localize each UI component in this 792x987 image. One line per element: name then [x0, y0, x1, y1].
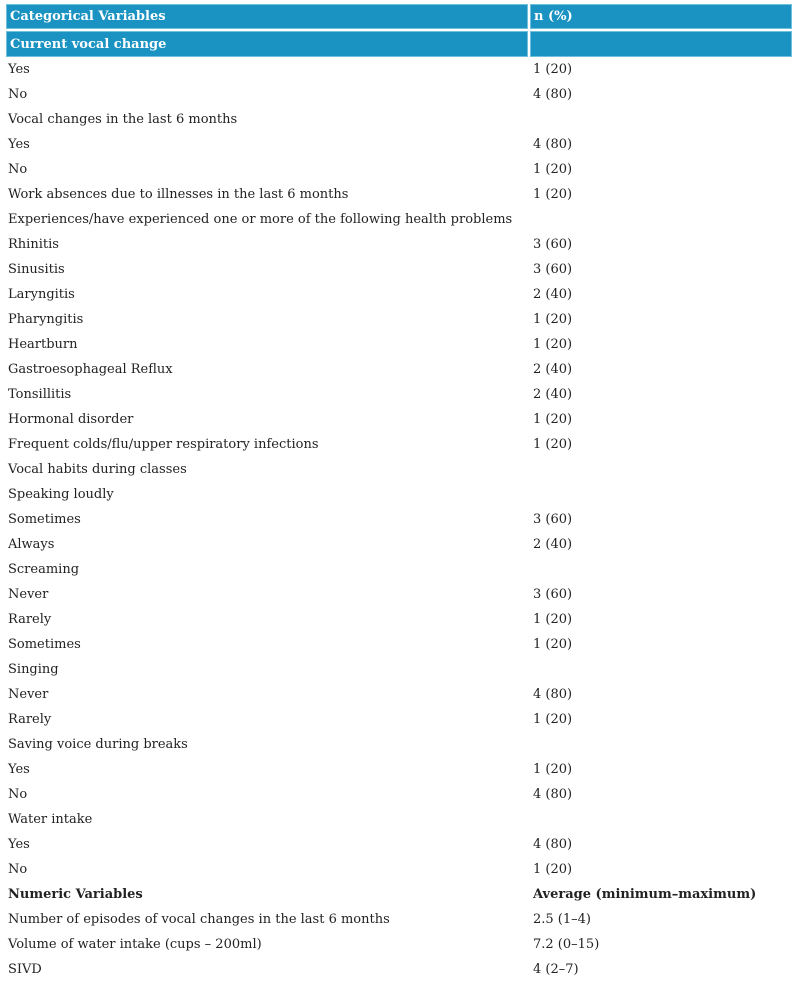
- row-label: Singing: [8, 662, 59, 677]
- table-row: [6, 657, 792, 682]
- row-label: Yes: [8, 762, 30, 777]
- row-label: Vocal changes in the last 6 months: [8, 112, 238, 127]
- row-label: Speaking loudly: [8, 487, 114, 502]
- data-table: [4, 4, 792, 982]
- row-label: No: [8, 162, 28, 177]
- row-value: 1 (20): [533, 187, 573, 202]
- row-value: 4 (80): [533, 787, 573, 802]
- table-row: [6, 532, 792, 557]
- row-value: [530, 657, 792, 682]
- row-value: 1 (20): [533, 312, 573, 327]
- row-label: Gastroesophageal Reflux: [8, 362, 173, 377]
- table-row: [6, 907, 792, 932]
- table-row: [6, 407, 792, 432]
- table-row: [6, 607, 792, 632]
- row-value: [530, 807, 792, 832]
- row-label: Never: [8, 587, 49, 602]
- row-value: 2 (40): [533, 537, 573, 552]
- row-value: 4 (80): [533, 137, 573, 152]
- row-value: 1 (20): [533, 162, 573, 177]
- row-label: Always: [8, 537, 55, 552]
- row-value: 4 (2–7): [533, 962, 579, 977]
- row-value: 1 (20): [533, 712, 573, 727]
- row-label: Rhinitis: [8, 237, 59, 252]
- row-label: Screaming: [8, 562, 80, 577]
- row-value: [530, 557, 792, 582]
- row-value: 1 (20): [533, 612, 573, 627]
- row-label: Frequent colds/flu/upper respiratory infections: [8, 437, 319, 452]
- table-row: [6, 732, 792, 757]
- table-row: [6, 107, 792, 132]
- row-label: No: [8, 87, 28, 102]
- row-value: [530, 107, 792, 132]
- table-row: [6, 382, 792, 407]
- row-label: No: [8, 787, 28, 802]
- table-row: [6, 307, 792, 332]
- row-label: Hormonal disorder: [8, 412, 134, 427]
- row-label: SIVD: [8, 962, 42, 977]
- row-value: 2 (40): [533, 387, 573, 402]
- table-row: [6, 482, 792, 507]
- table-row: [6, 132, 792, 157]
- table-row: [6, 457, 792, 482]
- header-categorical-variables: Categorical Variables: [6, 4, 528, 29]
- table-row: [6, 257, 792, 282]
- row-value: 3 (60): [533, 512, 573, 527]
- table-row: [6, 357, 792, 382]
- row-label: Rarely: [8, 712, 52, 727]
- row-value: [530, 732, 792, 757]
- table-subheader-row: [6, 882, 792, 907]
- row-value: 1 (20): [533, 637, 573, 652]
- row-label: Pharyngitis: [8, 312, 84, 327]
- row-value: 2 (40): [533, 287, 573, 302]
- row-label: Water intake: [8, 812, 93, 827]
- table-row: [6, 182, 792, 207]
- row-value: 1 (20): [533, 337, 573, 352]
- table-row: [6, 932, 792, 957]
- row-value: 1 (20): [533, 862, 573, 877]
- table-row: [6, 782, 792, 807]
- table-row: [6, 157, 792, 182]
- row-label: Sometimes: [8, 637, 81, 652]
- section-label: Current vocal change: [6, 31, 528, 57]
- row-value: [530, 457, 792, 482]
- table-row: [6, 432, 792, 457]
- table-row: [6, 82, 792, 107]
- row-label: Number of episodes of vocal changes in the last 6 months: [8, 912, 390, 927]
- row-value: 2 (40): [533, 362, 573, 377]
- row-value: [530, 207, 792, 232]
- table-row: [6, 57, 792, 82]
- table-row: [6, 807, 792, 832]
- row-label: Never: [8, 687, 49, 702]
- row-value: 2.5 (1–4): [533, 912, 591, 927]
- header-n-percent: n (%): [530, 4, 792, 29]
- row-label: Numeric Variables: [8, 887, 143, 902]
- row-label: Heartburn: [8, 337, 78, 352]
- row-value: 1 (20): [533, 762, 573, 777]
- row-label: Experiences/have experienced one or more of the following health problems: [8, 212, 513, 227]
- row-value: [530, 482, 792, 507]
- row-label: Yes: [8, 62, 30, 77]
- row-label: Yes: [8, 837, 30, 852]
- row-value: 3 (60): [533, 262, 573, 277]
- row-label: Saving voice during breaks: [8, 737, 188, 752]
- table-row: [6, 282, 792, 307]
- row-label: No: [8, 862, 28, 877]
- section-header-row: [6, 31, 792, 57]
- table-row: [6, 857, 792, 882]
- row-value: 4 (80): [533, 837, 573, 852]
- row-value: 1 (20): [533, 437, 573, 452]
- table-row: [6, 232, 792, 257]
- row-label: Laryngitis: [8, 287, 75, 302]
- row-label: Sinusitis: [8, 262, 65, 277]
- table-row: [6, 707, 792, 732]
- row-label: Rarely: [8, 612, 52, 627]
- table-row: [6, 682, 792, 707]
- table-row: [6, 957, 792, 982]
- row-label: Sometimes: [8, 512, 81, 527]
- row-label: Volume of water intake (cups – 200ml): [8, 937, 262, 952]
- row-value: 7.2 (0–15): [533, 937, 600, 952]
- row-label: Work absences due to illnesses in the last 6 months: [8, 187, 349, 202]
- table-row: [6, 557, 792, 582]
- table-header-row: [6, 4, 792, 29]
- row-value: 1 (20): [533, 412, 573, 427]
- section-value: [530, 31, 792, 57]
- row-value: 4 (80): [533, 87, 573, 102]
- table-row: [6, 832, 792, 857]
- row-label: Tonsillitis: [8, 387, 72, 402]
- table-row: [6, 632, 792, 657]
- table-row: [6, 332, 792, 357]
- row-value: 3 (60): [533, 237, 573, 252]
- row-value: 4 (80): [533, 687, 573, 702]
- table-row: [6, 757, 792, 782]
- table-row: [6, 507, 792, 532]
- row-label: Vocal habits during classes: [8, 462, 187, 477]
- table-row: [6, 582, 792, 607]
- row-value: 3 (60): [533, 587, 573, 602]
- row-value: 1 (20): [533, 62, 573, 77]
- row-value: Average (minimum–maximum): [533, 887, 757, 902]
- table-row: [6, 207, 792, 232]
- row-label: Yes: [8, 137, 30, 152]
